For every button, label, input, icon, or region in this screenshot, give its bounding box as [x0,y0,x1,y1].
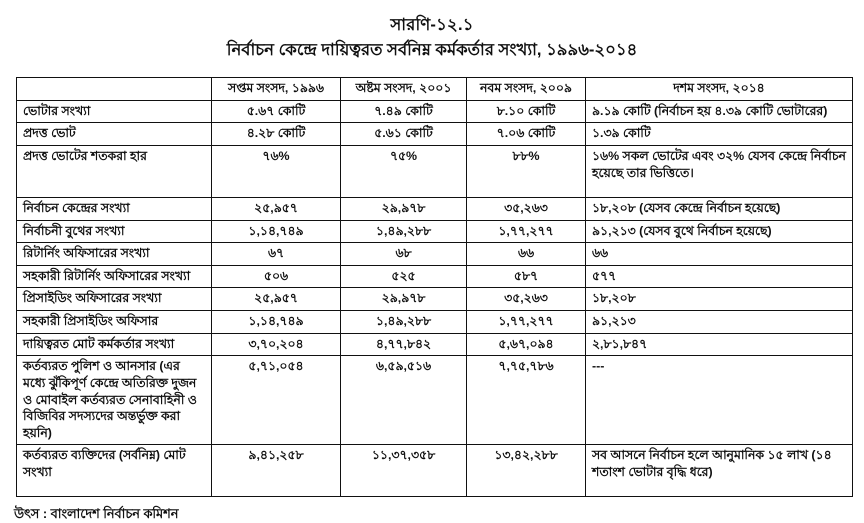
row-value-1: ৪.২৮ কোটি [212,123,341,146]
header-row [17,78,853,101]
row-value-2: ৭.৪৯ কোটি [341,100,467,123]
row-value-3: ৫৮৭ [467,265,586,288]
row-label: ভোটার সংখ্যা [17,100,212,123]
column-header-4: দশম সংসদ, ২০১৪ [586,78,853,101]
row-value-2: ৬,৫৯,৫১৬ [341,356,467,445]
table-row [17,333,853,356]
header-corner-blank [17,78,212,101]
row-value-1: ২৫,৯৫৭ [212,288,341,311]
row-value-4: ১৮,২০৮ [586,288,853,311]
source-note: উৎস : বাংলাদেশ নির্বাচন কমিশন [14,506,179,522]
row-value-4: ৬৬ [586,243,853,266]
table-row [17,146,853,198]
row-value-4: ৯১,২১৩ [586,311,853,334]
row-value-4: ১৬% সকল ভোটের এবং ৩২% যেসব কেন্দ্রে নির্বাচন হয়েছে তার ভিত্তিতে। [586,146,853,198]
row-value-1: ৭৬% [212,146,341,198]
row-value-4: ১৮,২০৮ (যেসব কেন্দ্রে নির্বাচন হয়েছে) [586,198,853,221]
row-value-2: ৫২৫ [341,265,467,288]
table-row [17,356,853,445]
row-label: প্রদত্ত ভোট [17,123,212,146]
row-value-3: ১৩,৪২,২৮৮ [467,445,586,497]
row-value-4: সব আসনে নির্বাচন হলে আনুমানিক ১৫ লাখ (১৪ শতাংশ ভোটার বৃদ্ধি ধরে) [586,445,853,497]
column-header-3: নবম সংসদ, ২০০৯ [467,78,586,101]
election-officers-table [16,77,853,497]
row-label: সহকারী রিটার্নিং অফিসারের সংখ্যা [17,265,212,288]
row-value-3: ১,৭৭,২৭৭ [467,311,586,334]
row-label: প্রদত্ত ভোটের শতকরা হার [17,146,212,198]
column-header-1: সপ্তম সংসদ, ১৯৯৬ [212,78,341,101]
row-value-4: ১.৩৯ কোটি [586,123,853,146]
row-value-2: ৪,৭৭,৮৪২ [341,333,467,356]
column-header-2: অষ্টম সংসদ, ২০০১ [341,78,467,101]
table-caption: নির্বাচন কেন্দ্রে দায়িত্বরত সর্বনিম্ন কর্মকর্তার সংখ্যা, ১৯৯৬-২০১৪ [226,41,638,60]
row-value-3: ৩৫,২৬৩ [467,198,586,221]
table-title-block [0,0,864,63]
table-header [17,78,853,101]
table-number: সারণি-১২.১ [390,16,474,34]
table-row [17,243,853,266]
row-value-2: ১,৪৯,২৮৮ [341,311,467,334]
row-label: সহকারী প্রিসাইডিং অফিসার [17,311,212,334]
row-value-1: ৩,৭০,২০৪ [212,333,341,356]
table-row [17,311,853,334]
table-row [17,445,853,497]
table-row [17,123,853,146]
row-label: প্রিসাইডিং অফিসারের সংখ্যা [17,288,212,311]
row-value-1: ৫.৬৭ কোটি [212,100,341,123]
table-row [17,288,853,311]
row-label: কর্তব্যরত পুলিশ ও আনসার (এর মধ্যে ঝুঁকিপূর্ণ কেন্দ্রে অতিরিক্ত দুজন ও মোবাইল কর্তব্যরত সেনাবাহিনী ও বিজিবির সদস্যদের অন্তর্ভুক্ত করা হয়নি) [17,356,212,445]
row-value-3: ৮.১০ কোটি [467,100,586,123]
row-value-2: ২৯,৯৭৮ [341,288,467,311]
row-value-3: ১,৭৭,২৭৭ [467,220,586,243]
row-value-1: ৬৭ [212,243,341,266]
row-value-2: ৭৫% [341,146,467,198]
row-value-1: ১,১৪,৭৪৯ [212,311,341,334]
row-value-3: ৬৬ [467,243,586,266]
table-row [17,220,853,243]
row-value-2: ২৯,৯৭৮ [341,198,467,221]
row-value-2: ১১,৩৭,৩৫৮ [341,445,467,497]
row-value-2: ১,৪৯,২৮৮ [341,220,467,243]
row-value-4: --- [586,356,853,445]
row-value-3: ৭.০৬ কোটি [467,123,586,146]
row-value-4: ৯১,২১৩ (যেসব বুথে নির্বাচন হয়েছে) [586,220,853,243]
row-label: কর্তব্যরত ব্যক্তিদের (সর্বনিম্ন) মোট সংখ্যা [17,445,212,497]
row-value-1: ৫০৬ [212,265,341,288]
row-value-1: ৯,৪১,২৫৮ [212,445,341,497]
row-value-2: ৫.৬১ কোটি [341,123,467,146]
row-label: দায়িত্বরত মোট কর্মকর্তার সংখ্যা [17,333,212,356]
row-label: নির্বাচন কেন্দ্রের সংখ্যা [17,198,212,221]
row-label: রিটার্নিং অফিসারের সংখ্যা [17,243,212,266]
row-value-3: ৭,৭৫,৭৮৬ [467,356,586,445]
table-row [17,100,853,123]
row-value-1: ৫,৭১,০৫৪ [212,356,341,445]
table-row [17,198,853,221]
row-value-3: ৫,৬৭,০৯৪ [467,333,586,356]
row-value-2: ৬৮ [341,243,467,266]
row-value-3: ৮৮% [467,146,586,198]
row-value-1: ২৫,৯৫৭ [212,198,341,221]
table-container [16,77,852,497]
row-value-1: ১,১৪,৭৪৯ [212,220,341,243]
row-value-4: ২,৮১,৮৪৭ [586,333,853,356]
row-value-4: ৫৭৭ [586,265,853,288]
table-row [17,265,853,288]
row-value-4: ৯.১৯ কোটি (নির্বাচন হয় ৪.৩৯ কোটি ভোটারের) [586,100,853,123]
table-body [17,100,853,497]
row-label: নির্বাচনী বুথের সংখ্যা [17,220,212,243]
row-value-3: ৩৫,২৬৩ [467,288,586,311]
